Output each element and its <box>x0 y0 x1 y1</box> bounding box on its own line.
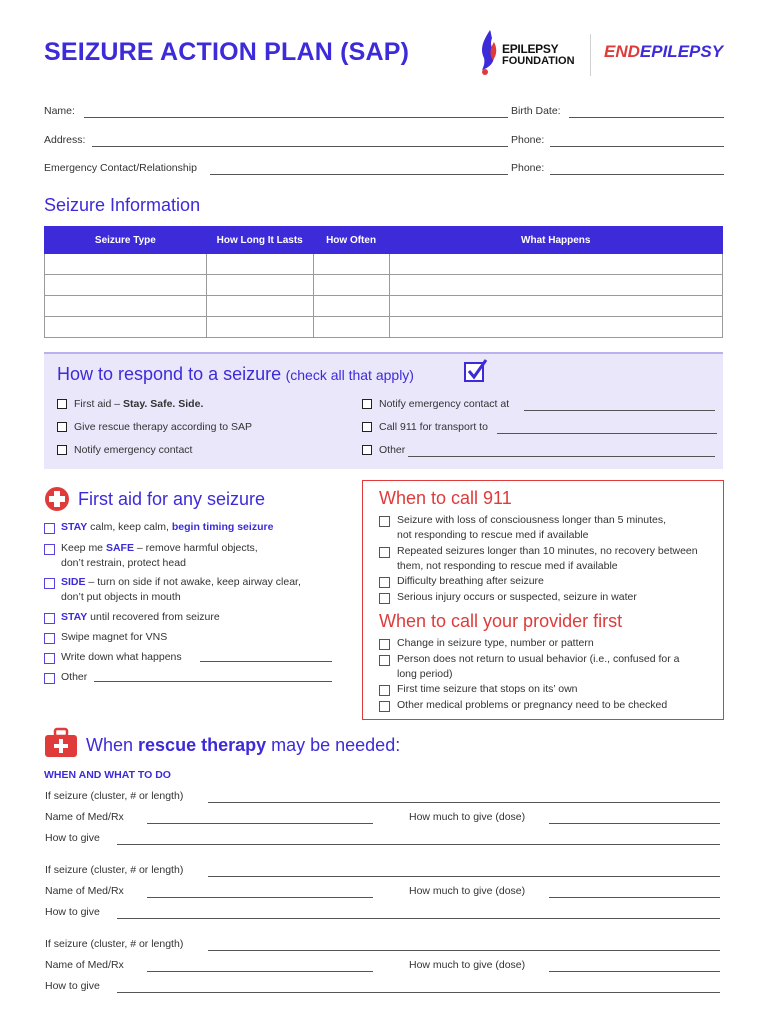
respond-notify-at[interactable] <box>362 398 717 410</box>
safe-pre: Keep me <box>61 542 106 554</box>
rescue-row <box>45 885 725 899</box>
fa-other-field[interactable] <box>94 681 332 682</box>
item-text: Change in seizure type, number or pattern <box>397 637 594 649</box>
address-row <box>44 134 724 148</box>
table-row <box>45 296 723 317</box>
item-text: Other medical problems or pregnancy need to be checked <box>397 699 668 711</box>
if-seizure-field[interactable] <box>208 802 720 803</box>
respond-first-aid[interactable] <box>57 398 203 410</box>
safe-word: SAFE <box>105 542 134 554</box>
checkbox[interactable] <box>44 613 55 624</box>
call911-item-4[interactable] <box>379 590 714 605</box>
name-field[interactable] <box>84 117 508 118</box>
checkbox[interactable] <box>44 673 55 684</box>
vns-text: Swipe magnet for VNS <box>61 631 168 643</box>
rescue-row <box>45 790 725 804</box>
timing-text: begin timing seizure <box>171 521 274 533</box>
how-field[interactable] <box>117 844 720 845</box>
table-cell[interactable] <box>313 296 389 317</box>
table-cell[interactable] <box>206 275 313 296</box>
item-text: Repeated seizures longer than 10 minutes, no recovery between <box>397 545 698 557</box>
checkbox[interactable] <box>44 653 55 664</box>
call911-item-2[interactable] <box>379 544 714 573</box>
checkbox[interactable] <box>379 701 390 712</box>
logo2-part2: EPILEPSY <box>639 42 724 61</box>
med-field[interactable] <box>147 971 373 972</box>
seizure-info-table <box>44 226 723 338</box>
table-cell[interactable] <box>206 317 313 338</box>
call-911-box <box>362 480 724 720</box>
table-row <box>45 254 723 275</box>
item-text: First time seizure that stops on its’ own <box>397 683 578 695</box>
if-seizure-label: If seizure (cluster, # or length) <box>45 864 184 876</box>
respond-notify[interactable] <box>57 444 192 456</box>
rescue-row <box>45 959 725 973</box>
seizure-info-title: Seizure Information <box>44 195 201 215</box>
call911-field[interactable] <box>497 433 717 434</box>
first-aid-vns[interactable] <box>44 630 354 645</box>
if-seizure-label: If seizure (cluster, # or length) <box>45 938 184 950</box>
col-how-often: How Often <box>313 227 389 254</box>
when-what-heading: WHEN AND WHAT TO DO <box>44 769 171 781</box>
notify-text: Notify emergency contact <box>74 444 193 456</box>
provider-item-3[interactable] <box>379 682 714 697</box>
checkbox[interactable] <box>379 577 390 588</box>
first-aid-stay-calm[interactable] <box>44 520 354 535</box>
logo-divider <box>590 34 591 76</box>
rescue-title-b: rescue therapy <box>138 735 267 755</box>
first-aid-cross-icon <box>44 486 70 512</box>
how-label: How to give <box>45 980 100 992</box>
birth-date-label: Birth Date: <box>511 105 561 117</box>
birth-date-field[interactable] <box>569 117 724 118</box>
notify-at-field[interactable] <box>524 410 715 411</box>
checkbox[interactable] <box>44 633 55 644</box>
first-aid-other[interactable] <box>44 670 354 685</box>
item-text: Person does not return to usual behavior (i.e., confused for a <box>397 653 680 665</box>
provider-item-1[interactable] <box>379 636 714 651</box>
stay2-word: STAY <box>61 611 88 623</box>
item-text: Difficulty breathing after seizure <box>397 575 544 587</box>
first-aid-title: First aid for any seizure <box>78 489 266 509</box>
med-label: Name of Med/Rx <box>45 959 124 971</box>
table-cell[interactable] <box>389 296 722 317</box>
rescue-row <box>45 938 725 952</box>
item-text: long period) <box>397 667 453 680</box>
first-aid-text: First aid – <box>74 398 124 410</box>
call911-item-1[interactable] <box>379 513 714 542</box>
side-text: – turn on side if not awake, keep airway clear, <box>85 576 301 588</box>
table-cell[interactable] <box>313 317 389 338</box>
epilepsy-foundation-logo <box>476 28 586 78</box>
checkbox[interactable] <box>379 639 390 650</box>
phone-label: Phone: <box>511 134 545 146</box>
table-cell[interactable] <box>45 317 207 338</box>
logo-line1: EPILEPSY <box>502 42 559 56</box>
respond-call911[interactable] <box>362 421 717 433</box>
stay-word: STAY <box>61 521 88 533</box>
call911-text: Call 911 for transport to <box>379 421 488 433</box>
respond-panel <box>44 352 723 469</box>
how-field[interactable] <box>117 918 720 919</box>
item-text: them, not responding to rescue med if available <box>397 559 618 572</box>
col-seizure-type: Seizure Type <box>45 227 207 254</box>
col-how-long: How Long It Lasts <box>206 227 313 254</box>
provider-title: When to call your provider first <box>379 611 623 631</box>
safe-text2: don’t restrain, protect head <box>61 557 186 569</box>
end-epilepsy-logo <box>604 42 728 68</box>
col-what-happens: What Happens <box>389 227 722 254</box>
stay2-text: until recovered from seizure <box>87 611 220 623</box>
checkbox[interactable] <box>379 547 390 558</box>
emergency-row <box>44 162 724 176</box>
checkbox[interactable] <box>379 655 390 666</box>
emergency-contact-field[interactable] <box>210 174 508 175</box>
respond-rescue[interactable] <box>57 421 252 433</box>
table-cell[interactable] <box>313 275 389 296</box>
med-field[interactable] <box>147 897 373 898</box>
call911-item-3[interactable] <box>379 574 714 589</box>
respond-title: How to respond to a seizure <box>57 364 282 384</box>
name-label: Name: <box>44 105 75 117</box>
other-text: Other <box>379 444 406 456</box>
write-text: Write down what happens <box>61 651 182 663</box>
table-cell[interactable] <box>45 296 207 317</box>
how-label: How to give <box>45 906 100 918</box>
checked-box-icon <box>463 358 489 384</box>
checkbox[interactable] <box>57 422 67 432</box>
checkbox[interactable] <box>44 544 55 555</box>
how-field[interactable] <box>117 992 720 993</box>
logo-line2: FOUNDATION <box>502 55 575 67</box>
if-seizure-field[interactable] <box>208 876 720 877</box>
side-word: SIDE <box>61 576 86 588</box>
rescue-row <box>45 864 725 878</box>
table-row <box>45 317 723 338</box>
call-911-title: When to call 911 <box>379 488 512 508</box>
write-field[interactable] <box>200 661 332 662</box>
table-cell[interactable] <box>206 254 313 275</box>
logo2-part1: END <box>604 42 640 61</box>
rescue-text: Give rescue therapy according to SAP <box>74 421 253 433</box>
fa-other-text: Other <box>61 671 88 683</box>
rescue-row <box>45 811 725 825</box>
item-text: not responding to rescue med if available <box>397 528 589 541</box>
checkbox[interactable] <box>379 593 390 604</box>
notify-at-text: Notify emergency contact at <box>379 398 510 410</box>
page-title: SEIZURE ACTION PLAN (SAP) <box>44 38 410 66</box>
table-cell[interactable] <box>45 275 207 296</box>
checkbox[interactable] <box>379 685 390 696</box>
phone2-label: Phone: <box>511 162 545 174</box>
table-cell[interactable] <box>313 254 389 275</box>
checkbox[interactable] <box>57 445 67 455</box>
rescue-row <box>45 980 725 994</box>
rescue-title <box>86 735 400 756</box>
stay-text: calm, keep calm, <box>87 521 172 533</box>
if-seizure-field[interactable] <box>208 950 720 951</box>
dose-field[interactable] <box>549 971 720 972</box>
name-row <box>44 105 724 119</box>
address-label: Address: <box>44 134 86 146</box>
how-label: How to give <box>45 832 100 844</box>
table-header-row <box>45 227 723 254</box>
dose-field[interactable] <box>549 823 720 824</box>
table-cell[interactable] <box>389 317 722 338</box>
medical-kit-icon <box>44 727 78 759</box>
checkbox[interactable] <box>44 523 55 534</box>
first-aid-side[interactable] <box>44 575 354 605</box>
side-text2: don’t put objects in mouth <box>61 591 181 603</box>
rescue-title-a: When <box>86 735 139 755</box>
table-cell[interactable] <box>389 275 722 296</box>
other-field[interactable] <box>408 456 715 457</box>
med-label: Name of Med/Rx <box>45 885 124 897</box>
address-field[interactable] <box>92 146 508 147</box>
item-text: Serious injury occurs or suspected, seizure in water <box>397 591 637 603</box>
checkbox[interactable] <box>379 516 390 527</box>
dose-label: How much to give (dose) <box>409 959 526 971</box>
rescue-title-c: may be needed: <box>266 735 401 755</box>
respond-subtitle: (check all that apply) <box>285 367 414 383</box>
rescue-row <box>45 906 725 920</box>
first-aid-write[interactable] <box>44 650 354 665</box>
checkbox[interactable] <box>57 399 67 409</box>
dose-field[interactable] <box>549 897 720 898</box>
checkbox[interactable] <box>362 422 372 432</box>
dose-label: How much to give (dose) <box>409 811 526 823</box>
table-cell[interactable] <box>45 254 207 275</box>
emergency-contact-label: Emergency Contact/Relationship <box>44 162 197 174</box>
first-aid-safe[interactable] <box>44 541 354 571</box>
table-cell[interactable] <box>206 296 313 317</box>
provider-item-2[interactable] <box>379 652 714 681</box>
table-row <box>45 275 723 296</box>
med-label: Name of Med/Rx <box>45 811 124 823</box>
med-field[interactable] <box>147 823 373 824</box>
table-cell[interactable] <box>389 254 722 275</box>
provider-item-4[interactable] <box>379 698 714 713</box>
rescue-row <box>45 832 725 846</box>
respond-other[interactable] <box>362 444 717 456</box>
safe-text: – remove harmful objects, <box>133 542 258 554</box>
item-text: Seizure with loss of consciousness longer than 5 minutes, <box>397 514 667 526</box>
respond-title-row <box>57 364 414 385</box>
checkbox[interactable] <box>362 399 372 409</box>
dose-label: How much to give (dose) <box>409 885 526 897</box>
first-aid-motto: Stay. Safe. Side. <box>123 398 204 410</box>
first-aid-stay-recovered[interactable] <box>44 610 354 625</box>
checkbox[interactable] <box>44 578 55 589</box>
if-seizure-label: If seizure (cluster, # or length) <box>45 790 184 802</box>
phone2-field[interactable] <box>550 174 724 175</box>
phone-field[interactable] <box>550 146 724 147</box>
checkbox[interactable] <box>362 445 372 455</box>
